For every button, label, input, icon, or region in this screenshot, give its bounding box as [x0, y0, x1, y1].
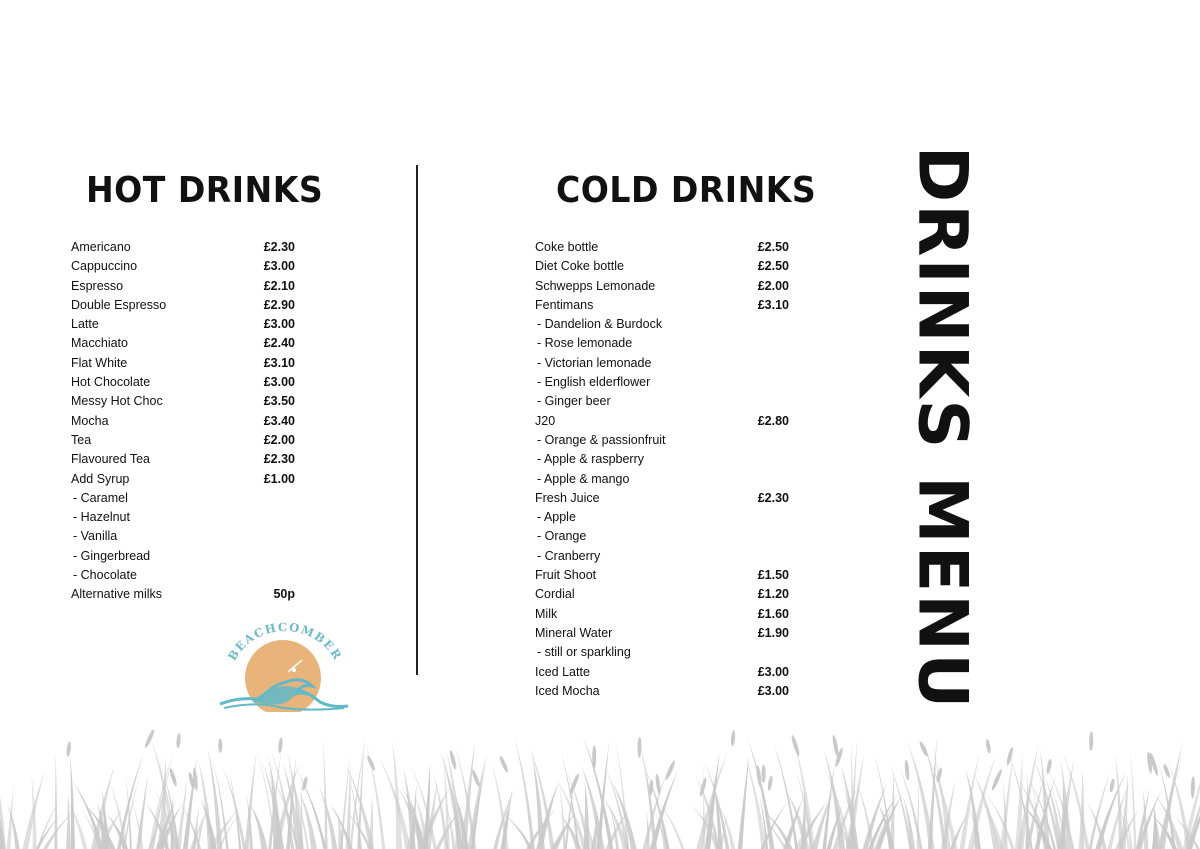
menu-item-name: Latte: [71, 317, 99, 332]
menu-item: [71, 373, 301, 392]
menu-item-price: £3.00: [263, 259, 295, 274]
menu-item-name: Messy Hot Choc: [71, 394, 163, 409]
menu-item-name: Macchiato: [71, 336, 128, 351]
menu-item: [71, 470, 301, 489]
menu-item-name: - Hazelnut: [73, 510, 130, 525]
menu-item-name: Fruit Shoot: [535, 568, 597, 583]
menu-item: [535, 296, 795, 315]
menu-item-price: £2.30: [757, 490, 789, 505]
menu-item-name: - Victorian lemonade: [537, 355, 652, 370]
menu-item: [71, 392, 301, 411]
menu-item-name: - still or sparkling: [537, 645, 631, 660]
menu-item: [71, 334, 301, 353]
menu-item: [71, 296, 301, 315]
menu-item: [535, 508, 795, 527]
menu-item-name: Diet Coke bottle: [535, 259, 624, 274]
menu-item: [535, 412, 795, 431]
menu-item: [535, 315, 795, 334]
menu-item: [535, 450, 795, 469]
menu-item-name: Americano: [71, 240, 131, 254]
menu-item: [71, 450, 301, 469]
menu-item-name: Schwepps Lemonade: [535, 278, 656, 293]
menu-item-price: £2.00: [263, 432, 295, 447]
drinks-menu-title: DRINKS MENU: [902, 145, 982, 711]
menu-item: [535, 527, 795, 546]
menu-item-price: £2.80: [757, 413, 789, 428]
menu-item-price: £1.50: [757, 568, 789, 583]
menu-item-name: - Dandelion & Burdock: [537, 317, 663, 332]
menu-item-price: £3.00: [757, 664, 789, 679]
menu-item-name: - Chocolate: [73, 568, 137, 583]
menu-item-name: - Apple & mango: [537, 471, 630, 486]
menu-item: [71, 527, 301, 546]
menu-item-price: £3.00: [263, 375, 295, 390]
menu-item-name: Espresso: [71, 278, 124, 293]
menu-item-price: £2.90: [263, 297, 295, 312]
menu-item-name: Iced Mocha: [535, 683, 600, 698]
menu-item-price: £2.50: [757, 240, 789, 254]
menu-item-price: £2.30: [263, 452, 295, 467]
menu-item: [71, 489, 301, 508]
menu-item-name: Milk: [535, 606, 558, 621]
menu-item-name: Fentimans: [535, 297, 594, 312]
hot-drinks-title: HOT DRINKS: [86, 170, 324, 211]
menu-item: [535, 277, 795, 296]
menu-item-name: Fresh Juice: [535, 490, 600, 505]
menu-item-name: Double Espresso: [71, 297, 167, 312]
menu-item-price: £2.10: [263, 278, 295, 293]
menu-item: [535, 624, 795, 643]
menu-item: [535, 605, 795, 624]
logo-text: BEACHCOMBER: [224, 619, 346, 663]
menu-item-name: Mineral Water: [535, 625, 613, 640]
menu-item: [535, 682, 795, 701]
menu-item-name: - Orange: [537, 529, 587, 544]
menu-item-name: Tea: [71, 432, 92, 447]
menu-item-name: - Ginger beer: [537, 394, 611, 409]
menu-item: [71, 257, 301, 276]
menu-item: [71, 277, 301, 296]
menu-item-name: - English elderflower: [537, 375, 651, 390]
hot-drinks-list: [71, 238, 301, 605]
menu-item-name: Add Syrup: [71, 471, 130, 486]
menu-item-name: - Vanilla: [73, 529, 118, 544]
menu-item: [535, 547, 795, 566]
cold-drinks-list: [535, 238, 795, 701]
menu-item-price: £3.00: [263, 317, 295, 332]
menu-item: [71, 431, 301, 450]
menu-item-name: Coke bottle: [535, 240, 599, 254]
menu-item-name: - Apple: [537, 510, 576, 525]
menu-item: [535, 392, 795, 411]
menu-item: [535, 238, 795, 257]
menu-item-price: £3.40: [263, 413, 295, 428]
menu-item-name: Mocha: [71, 413, 109, 428]
menu-item-price: 50p: [273, 587, 295, 602]
menu-item-price: £3.00: [757, 683, 789, 698]
menu-item: [71, 238, 301, 257]
menu-item-name: Alternative milks: [71, 587, 162, 602]
menu-item-name: Iced Latte: [535, 664, 590, 679]
menu-item-name: Flavoured Tea: [71, 452, 150, 467]
menu-item: [535, 354, 795, 373]
grass-silhouette-icon: [0, 730, 1200, 849]
column-divider: [416, 165, 418, 675]
menu-item: [535, 334, 795, 353]
beachcomber-logo-icon: [212, 616, 354, 712]
menu-item-name: Hot Chocolate: [71, 375, 151, 390]
menu-item-name: Cappuccino: [71, 259, 138, 274]
menu-item-price: £2.00: [757, 278, 789, 293]
menu-item: [535, 431, 795, 450]
menu-item-price: £3.10: [757, 297, 789, 312]
menu-item-price: £1.20: [757, 587, 789, 602]
menu-item-name: - Rose lemonade: [537, 336, 633, 351]
menu-item-name: - Gingerbread: [73, 548, 151, 563]
menu-item-price: £3.10: [263, 355, 295, 370]
menu-item-name: - Caramel: [73, 490, 128, 505]
menu-item: [535, 585, 795, 604]
menu-item-name: J20: [535, 413, 556, 428]
menu-item-price: £1.60: [757, 606, 789, 621]
menu-item: [535, 470, 795, 489]
menu-item-price: £2.40: [263, 336, 295, 351]
menu-item: [535, 373, 795, 392]
menu-item: [71, 585, 301, 604]
menu-item-price: £2.30: [263, 240, 295, 254]
menu-item-price: £1.90: [757, 625, 789, 640]
menu-item: [71, 315, 301, 334]
menu-item-price: £1.00: [263, 471, 295, 486]
menu-item: [535, 489, 795, 508]
menu-item-name: Cordial: [535, 587, 575, 602]
menu-item-name: - Orange & passionfruit: [537, 432, 666, 447]
menu-item: [71, 412, 301, 431]
menu-item: [71, 508, 301, 527]
menu-item: [535, 643, 795, 662]
menu-item: [535, 566, 795, 585]
menu-item-name: Flat White: [71, 355, 128, 370]
menu-item: [71, 566, 301, 585]
menu-item-name: - Cranberry: [537, 548, 601, 563]
menu-item: [71, 354, 301, 373]
menu-item-price: £3.50: [263, 394, 295, 409]
menu-item-name: - Apple & raspberry: [537, 452, 644, 467]
menu-item-price: £2.50: [757, 259, 789, 274]
menu-item: [71, 547, 301, 566]
menu-item: [535, 663, 795, 682]
menu-item: [535, 257, 795, 276]
cold-drinks-title: COLD DRINKS: [556, 170, 817, 211]
